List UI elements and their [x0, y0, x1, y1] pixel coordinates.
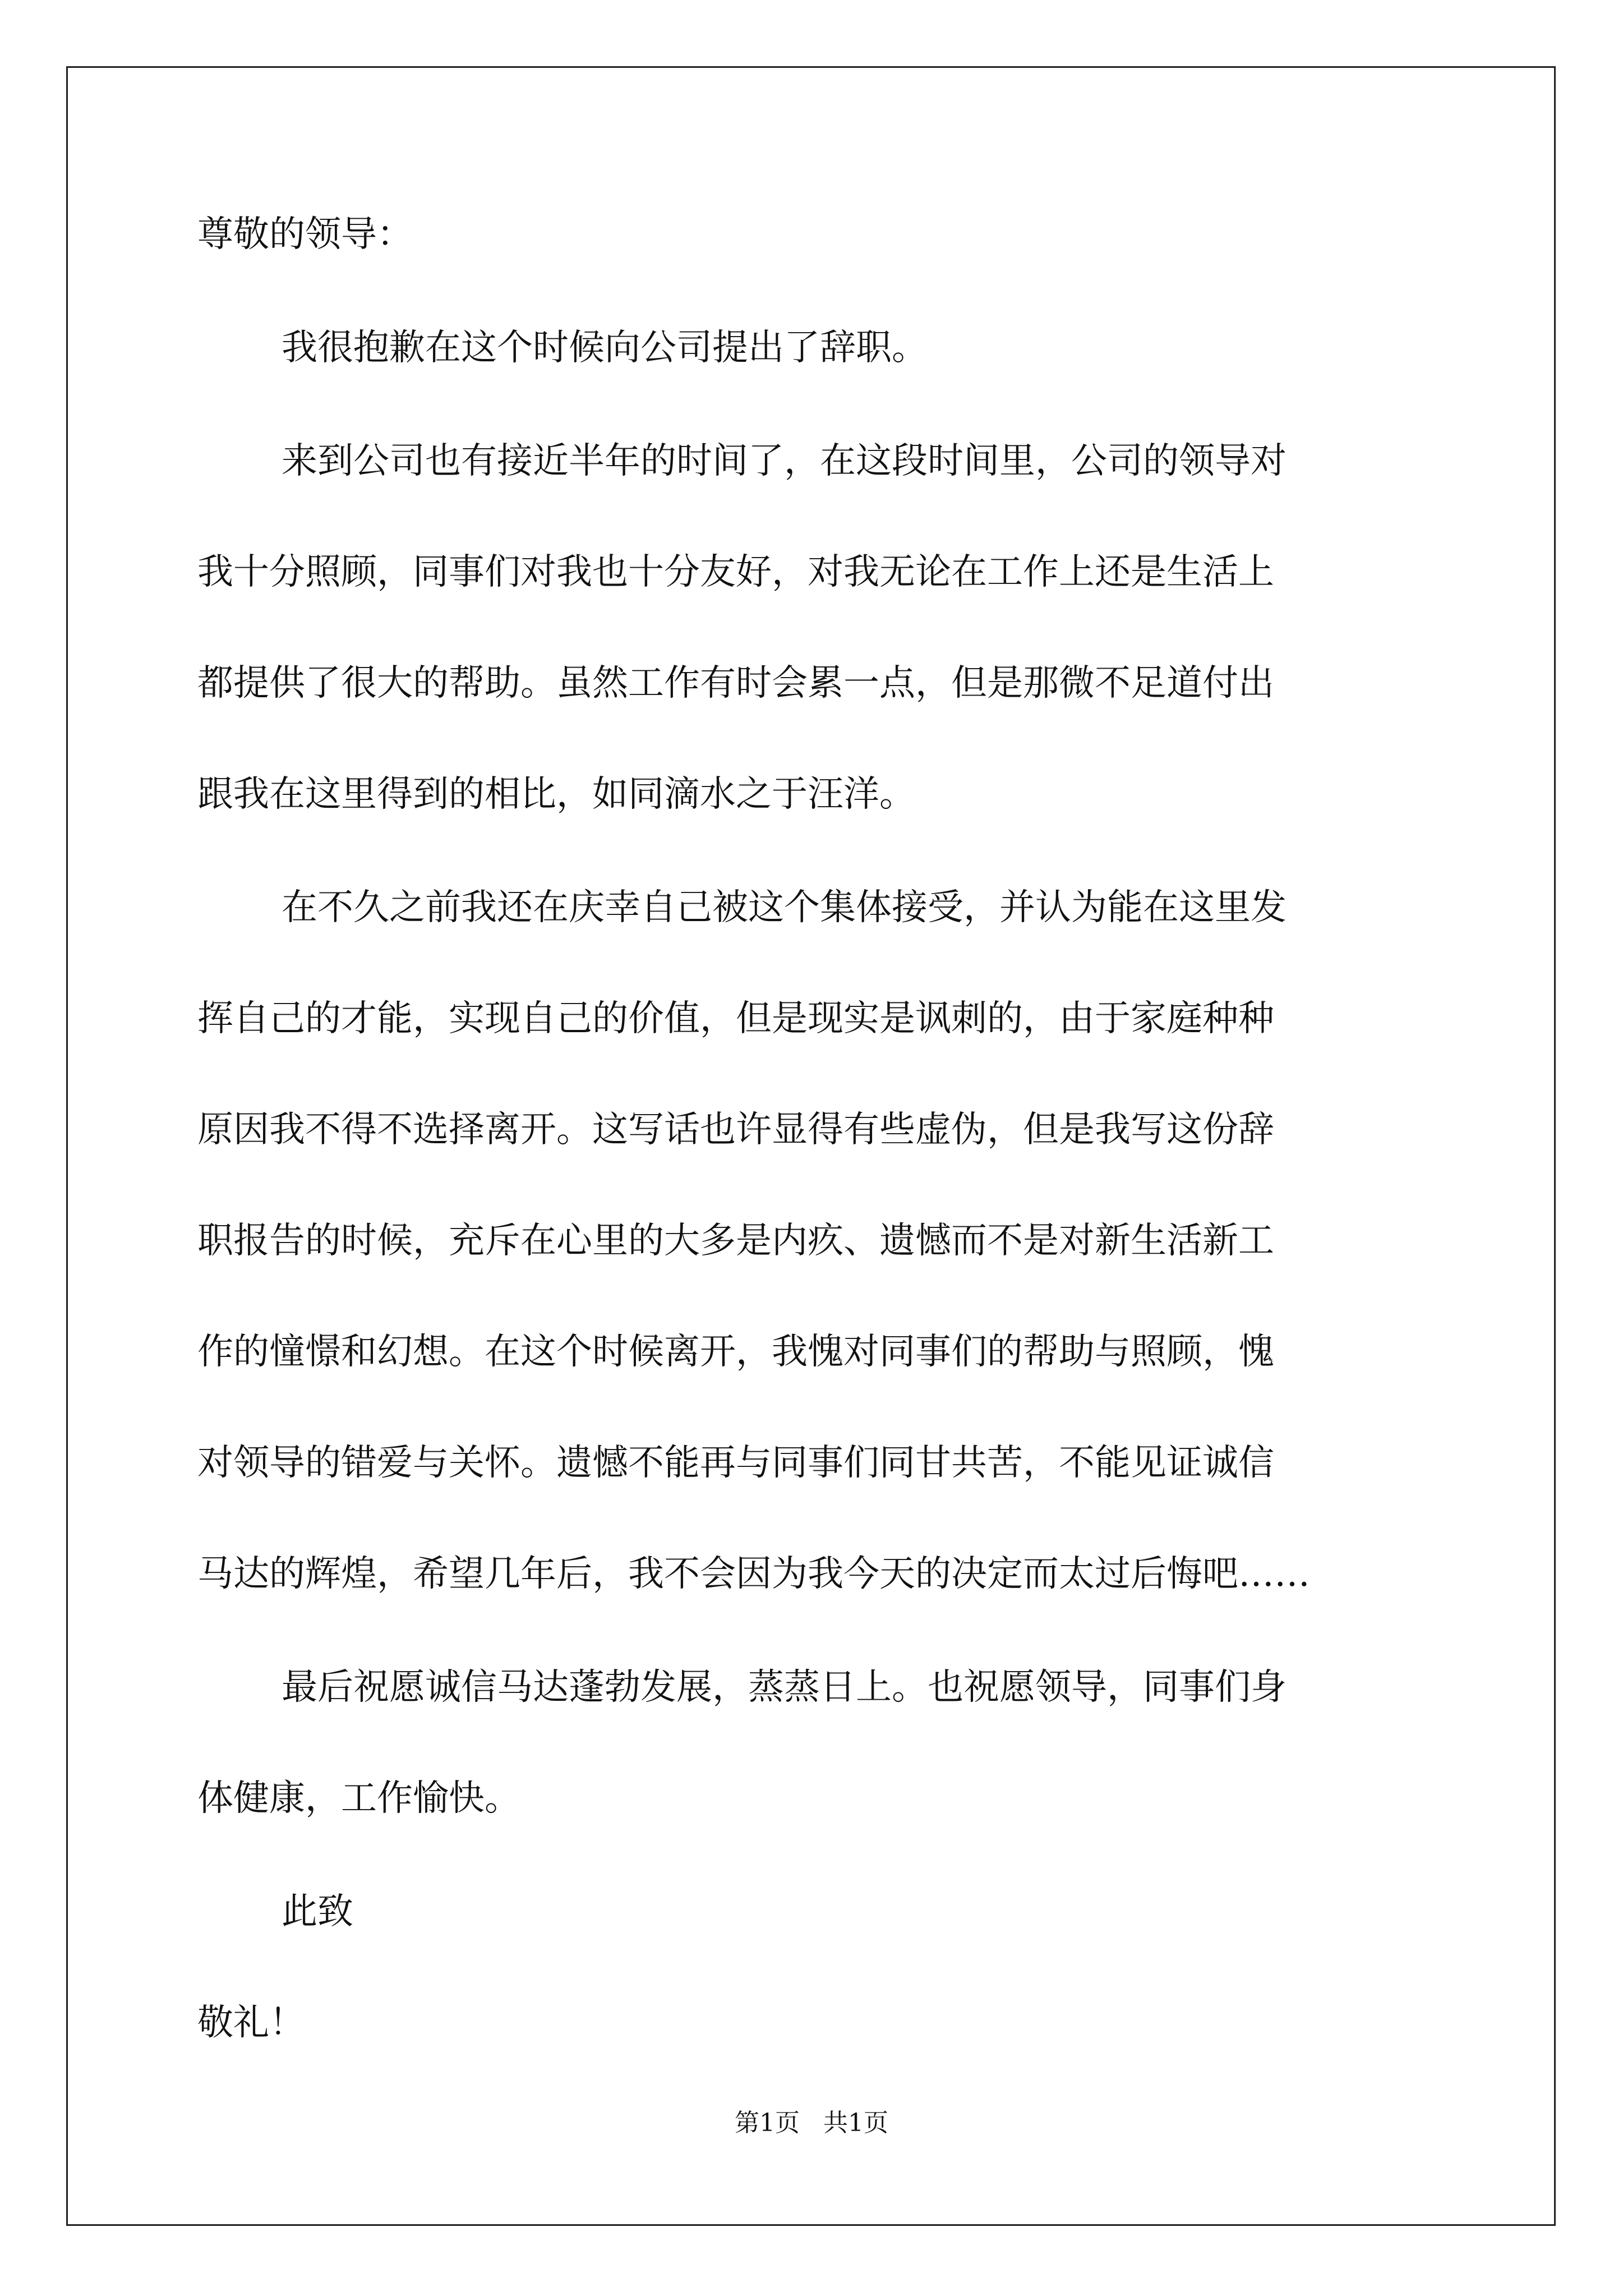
paragraph-reason-line: 作的憧憬和幻想。在这个时候离开，我愧对同事们的帮助与照顾，愧	[197, 1331, 1274, 1373]
paragraph-reason-line: 在不久之前我还在庆幸自己被这个集体接受，并认为能在这里发	[282, 887, 1287, 928]
paragraph-apology-line: 我很抱歉在这个时候向公司提出了辞职。	[282, 327, 928, 369]
paragraph-wishes-line: 最后祝愿诚信马达蓬勃发展，蒸蒸日上。也祝愿领导，同事们身	[282, 1667, 1287, 1708]
salutation: 尊敬的领导：	[197, 214, 413, 255]
paragraph-reason-line: 对领导的错爱与关怀。遗憾不能再与同事们同甘共苦，不能见证诚信	[197, 1442, 1274, 1484]
paragraph-reason-line: 职报告的时候，充斥在心里的大多是内疚、遗憾而不是对新生活新工	[197, 1220, 1274, 1262]
paragraph-gratitude-line: 来到公司也有接近半年的时间了，在这段时间里，公司的领导对	[282, 440, 1287, 482]
paragraph-gratitude-line: 跟我在这里得到的相比，如同滴水之于汪洋。	[197, 774, 915, 815]
closing-salute: 敬礼！	[197, 2002, 305, 2044]
closing-phrase: 此致	[282, 1891, 353, 1932]
paragraph-gratitude-line: 我十分照顾，同事们对我也十分友好，对我无论在工作上还是生活上	[197, 551, 1274, 593]
paragraph-reason-line: 原因我不得不选择离开。这写话也许显得有些虚伪，但是我写这份辞	[197, 1109, 1274, 1151]
page-number-footer: 第1页 共1页	[735, 2109, 888, 2137]
paragraph-gratitude-line: 都提供了很大的帮助。虽然工作有时会累一点，但是那微不足道付出	[197, 662, 1274, 704]
paragraph-reason-line: 马达的辉煌，希望几年后，我不会因为我今天的决定而太过后悔吧……	[197, 1553, 1310, 1595]
paragraph-reason-line: 挥自己的才能，实现自己的价值，但是现实是讽刺的，由于家庭种种	[197, 998, 1274, 1039]
paragraph-wishes-line: 体健康，工作愉快。	[197, 1778, 520, 1819]
